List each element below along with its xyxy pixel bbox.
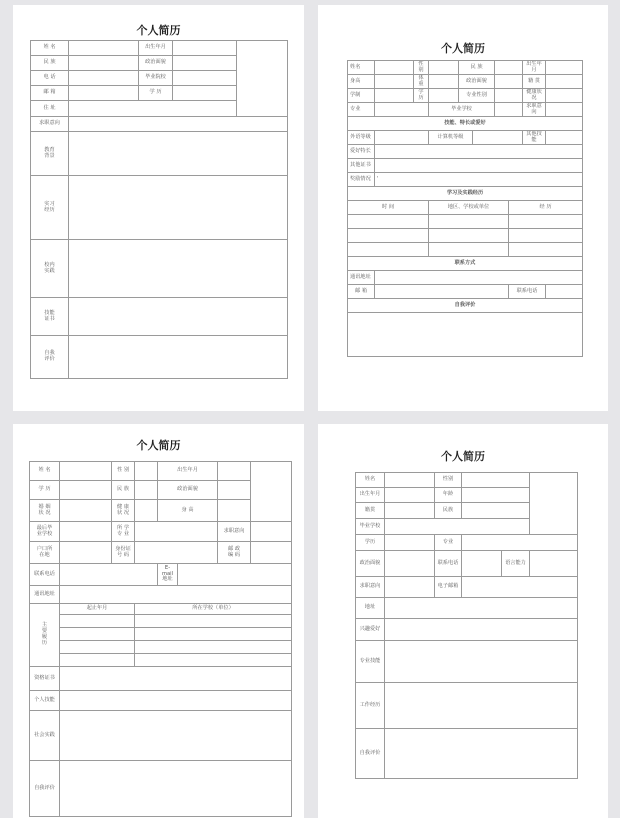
label-email: 邮 箱 [31, 86, 69, 101]
value-health[interactable] [546, 89, 583, 103]
value-certificate[interactable] [60, 667, 292, 691]
resume-period-cell[interactable] [60, 641, 135, 654]
value-height[interactable] [375, 75, 414, 89]
value-ethnic[interactable] [495, 61, 523, 75]
study-place-cell[interactable] [429, 215, 509, 229]
label-major: 所 学 专 业 [112, 522, 135, 542]
label-award: 奖励情况 [348, 173, 375, 187]
value-birth[interactable] [546, 61, 583, 75]
label-degree: 学 历 [30, 481, 60, 500]
label-address: 地址 [356, 598, 385, 619]
label-computer: 计算机等级 [429, 131, 473, 145]
label-main-resume: 主 要 履 历 [30, 604, 60, 667]
value-native[interactable] [385, 503, 435, 519]
value-self-eval[interactable] [385, 729, 578, 779]
study-time-cell[interactable] [348, 229, 429, 243]
resume-form-4 [355, 472, 578, 779]
value-name[interactable] [375, 61, 414, 75]
resume-page-1 [13, 5, 304, 411]
label-birth: 出生年月 [139, 41, 173, 56]
value-political[interactable] [385, 551, 435, 577]
label-skills: 技能 证书 [31, 298, 69, 336]
value-native[interactable] [546, 75, 583, 89]
section-self-header: 自我评价 [348, 299, 583, 313]
label-ethnic: 民 族 [459, 61, 495, 75]
label-birth: 出生年月 [523, 61, 546, 75]
label-school: 毕业院校 [139, 71, 173, 86]
value-age[interactable] [462, 488, 530, 503]
label-name: 姓名 [356, 473, 385, 488]
column-time: 时 间 [348, 201, 429, 215]
value-campus[interactable] [69, 240, 288, 298]
resume-form-1 [30, 40, 288, 379]
value-gender[interactable] [429, 61, 459, 75]
label-internship: 实习 经历 [31, 176, 69, 240]
label-ethnic: 民族 [435, 503, 462, 519]
label-certificate: 其他证书 [348, 159, 375, 173]
label-post: 邮 箱 [348, 285, 375, 299]
value-major[interactable] [462, 535, 578, 551]
value-self-eval[interactable] [69, 336, 288, 379]
label-other-skills: 其他技能 [523, 131, 546, 145]
value-address[interactable] [60, 586, 292, 604]
label-self-eval: 自我 评价 [31, 336, 69, 379]
resume-period-cell[interactable] [60, 628, 135, 641]
label-weight: 体重 [414, 75, 429, 89]
label-name: 姓 名 [30, 462, 60, 481]
value-major-type[interactable] [495, 89, 523, 103]
label-major: 专业 [435, 535, 462, 551]
label-height: 身高 [348, 75, 375, 89]
study-experience-cell[interactable] [509, 229, 583, 243]
label-address: 住 址 [31, 101, 69, 117]
value-name[interactable] [385, 473, 435, 488]
value-marital[interactable] [60, 500, 112, 522]
value-phone[interactable] [69, 71, 139, 86]
value-email[interactable] [69, 86, 139, 101]
label-address: 通讯地址 [30, 586, 60, 604]
resume-unit-cell[interactable] [135, 628, 292, 641]
value-name[interactable] [69, 41, 139, 56]
value-birth[interactable] [173, 41, 237, 56]
photo-box[interactable] [237, 41, 288, 117]
label-work: 工作经历 [356, 683, 385, 729]
value-phone[interactable] [462, 551, 502, 577]
label-gender: 性别 [435, 473, 462, 488]
label-language: 外语等级 [348, 131, 375, 145]
section-skills-header: 技能、特长或爱好 [348, 117, 583, 131]
value-hobby[interactable] [375, 145, 583, 159]
study-place-cell[interactable] [429, 229, 509, 243]
value-education[interactable] [375, 89, 414, 103]
value-height[interactable] [218, 500, 251, 522]
label-skills: 专业技能 [356, 641, 385, 683]
value-intention[interactable] [251, 522, 292, 542]
value-post[interactable] [375, 285, 509, 299]
study-time-cell[interactable] [348, 215, 429, 229]
resume-period-cell[interactable] [60, 654, 135, 667]
label-contact-address: 通讯地址 [348, 271, 375, 285]
value-weight[interactable] [429, 75, 459, 89]
value-contact-address[interactable] [375, 271, 583, 285]
label-self-eval: 自我评价 [356, 729, 385, 779]
label-postcode: 邮 政 编 码 [218, 542, 251, 564]
value-birth[interactable] [218, 462, 251, 481]
label-native: 籍贯 [356, 503, 385, 519]
label-intention: 求职意向 [523, 103, 546, 117]
label-phone: 联系电话 [435, 551, 462, 577]
value-contact-phone[interactable] [546, 285, 583, 299]
value-work[interactable] [385, 683, 578, 729]
value-political[interactable] [495, 75, 523, 89]
resume-unit-cell[interactable] [135, 615, 292, 628]
label-degree: 学历 [414, 89, 429, 103]
resume-page-4 [318, 424, 608, 818]
label-practice: 社会实践 [30, 711, 60, 761]
photo-box[interactable] [530, 473, 578, 535]
value-major[interactable] [375, 103, 429, 117]
label-education: 学制 [348, 89, 375, 103]
value-school[interactable] [60, 522, 112, 542]
value-email[interactable] [178, 564, 292, 586]
value-intention[interactable] [385, 577, 435, 598]
label-campus: 校内 实践 [31, 240, 69, 298]
label-marital: 婚 姻 状 况 [30, 500, 60, 522]
label-birth: 出生年月 [158, 462, 218, 481]
label-school: 最后毕 业学校 [30, 522, 60, 542]
photo-box[interactable] [251, 462, 292, 522]
label-name: 姓 名 [31, 41, 69, 56]
value-birth[interactable] [385, 488, 435, 503]
label-intention: 求职意向 [218, 522, 251, 542]
value-ability[interactable] [60, 691, 292, 711]
value-degree[interactable] [429, 89, 459, 103]
column-school-unit: 所在学校（单位） [135, 604, 292, 615]
section-contact-header: 联系方式 [348, 257, 583, 271]
value-hukou[interactable] [60, 542, 112, 564]
label-language: 语言能力 [502, 551, 530, 577]
label-major: 专业 [348, 103, 375, 117]
value-email[interactable] [462, 577, 578, 598]
value-political[interactable] [218, 481, 251, 500]
label-ethnic: 民 族 [112, 481, 135, 500]
value-address[interactable] [69, 101, 237, 117]
value-gender[interactable] [462, 473, 530, 488]
label-intention: 求职意向 [31, 117, 69, 132]
value-certificate[interactable] [375, 159, 583, 173]
label-political: 政治面貌 [356, 551, 385, 577]
value-skills[interactable] [69, 298, 288, 336]
label-contact-phone: 联系电话 [30, 564, 60, 586]
value-major[interactable] [135, 522, 218, 542]
label-school: 毕业学校 [429, 103, 495, 117]
label-email: 电子邮箱 [435, 577, 462, 598]
label-height: 身 高 [158, 500, 218, 522]
value-address[interactable] [385, 598, 578, 619]
label-hobby: 爱好特长 [348, 145, 375, 159]
resume-page-3 [13, 424, 304, 818]
value-political[interactable] [173, 56, 237, 71]
value-ethnic[interactable] [69, 56, 139, 71]
section-study-header: 学习及实践经历 [348, 187, 583, 201]
label-name: 姓名 [348, 61, 375, 75]
label-gender: 性 别 [112, 462, 135, 481]
value-degree[interactable] [60, 481, 112, 500]
value-practice[interactable] [60, 711, 292, 761]
label-email: E-mail 地址 [158, 564, 178, 586]
value-school[interactable] [173, 71, 237, 86]
label-contact-phone: 联系电话 [509, 285, 546, 299]
value-health[interactable] [135, 500, 158, 522]
label-ability: 个人技能 [30, 691, 60, 711]
study-experience-cell[interactable] [509, 243, 583, 257]
resume-period-cell[interactable] [60, 615, 135, 628]
value-degree[interactable] [173, 86, 237, 101]
column-experience: 经 历 [509, 201, 583, 215]
study-experience-cell[interactable] [509, 215, 583, 229]
value-self-eval[interactable] [60, 761, 292, 817]
value-computer[interactable] [473, 131, 523, 145]
label-age: 年龄 [435, 488, 462, 503]
study-time-cell[interactable] [348, 243, 429, 257]
label-school: 毕业学校 [356, 519, 385, 535]
value-school[interactable] [385, 519, 530, 535]
page-title: 个人简历 [136, 24, 181, 37]
label-health: 健康状况 [523, 89, 546, 103]
value-education[interactable] [69, 132, 288, 176]
resume-form-3 [29, 461, 292, 817]
label-intention: 求职意向 [356, 577, 385, 598]
study-place-cell[interactable] [429, 243, 509, 257]
value-intention[interactable] [69, 117, 288, 132]
label-hukou: 户口所 在地 [30, 542, 60, 564]
label-degree: 学历 [356, 535, 385, 551]
column-place: 地区、学校或单位 [429, 201, 509, 215]
resume-unit-cell[interactable] [135, 641, 292, 654]
value-degree[interactable] [385, 535, 435, 551]
value-language[interactable] [530, 551, 578, 577]
page-title: 个人简历 [136, 439, 181, 452]
resume-page-2 [318, 5, 608, 411]
value-ethnic[interactable] [135, 481, 158, 500]
label-hobby: 兴趣爱好 [356, 619, 385, 641]
page-title: 个人简历 [441, 42, 485, 55]
label-political: 政治面貌 [459, 75, 495, 89]
value-intention[interactable] [546, 103, 583, 117]
label-certificate: 资格证书 [30, 667, 60, 691]
resume-unit-cell[interactable] [135, 654, 292, 667]
value-internship[interactable] [69, 176, 288, 240]
label-major-type: 专业性别 [459, 89, 495, 103]
label-political: 政治面貌 [139, 56, 173, 71]
value-name[interactable] [60, 462, 112, 481]
label-self-eval: 自我评价 [30, 761, 60, 817]
value-postcode[interactable] [251, 542, 292, 564]
value-gender[interactable] [135, 462, 158, 481]
label-political: 政治面貌 [158, 481, 218, 500]
value-school[interactable] [495, 103, 523, 117]
label-gender: 性别 [414, 61, 429, 75]
value-self-eval[interactable] [348, 313, 583, 357]
label-phone: 电 话 [31, 71, 69, 86]
value-contact-phone[interactable] [60, 564, 158, 586]
label-native: 籍 贯 [523, 75, 546, 89]
label-ethnic: 民 族 [31, 56, 69, 71]
label-id-card: 身份证 号 码 [112, 542, 135, 564]
label-birth: 出生年月 [356, 488, 385, 503]
column-period: 起止年月 [60, 604, 135, 615]
label-health: 健 康 状 况 [112, 500, 135, 522]
value-other-skills[interactable] [546, 131, 583, 145]
value-skills[interactable] [385, 641, 578, 683]
value-id-card[interactable] [135, 542, 218, 564]
page-title: 个人简历 [441, 450, 485, 463]
value-hobby[interactable] [385, 619, 578, 641]
resume-form-2 [347, 60, 583, 357]
label-education: 教育 背景 [31, 132, 69, 176]
value-award[interactable]: ' [375, 173, 583, 187]
value-ethnic[interactable] [462, 503, 530, 519]
value-language[interactable] [375, 131, 429, 145]
label-degree: 学 历 [139, 86, 173, 101]
